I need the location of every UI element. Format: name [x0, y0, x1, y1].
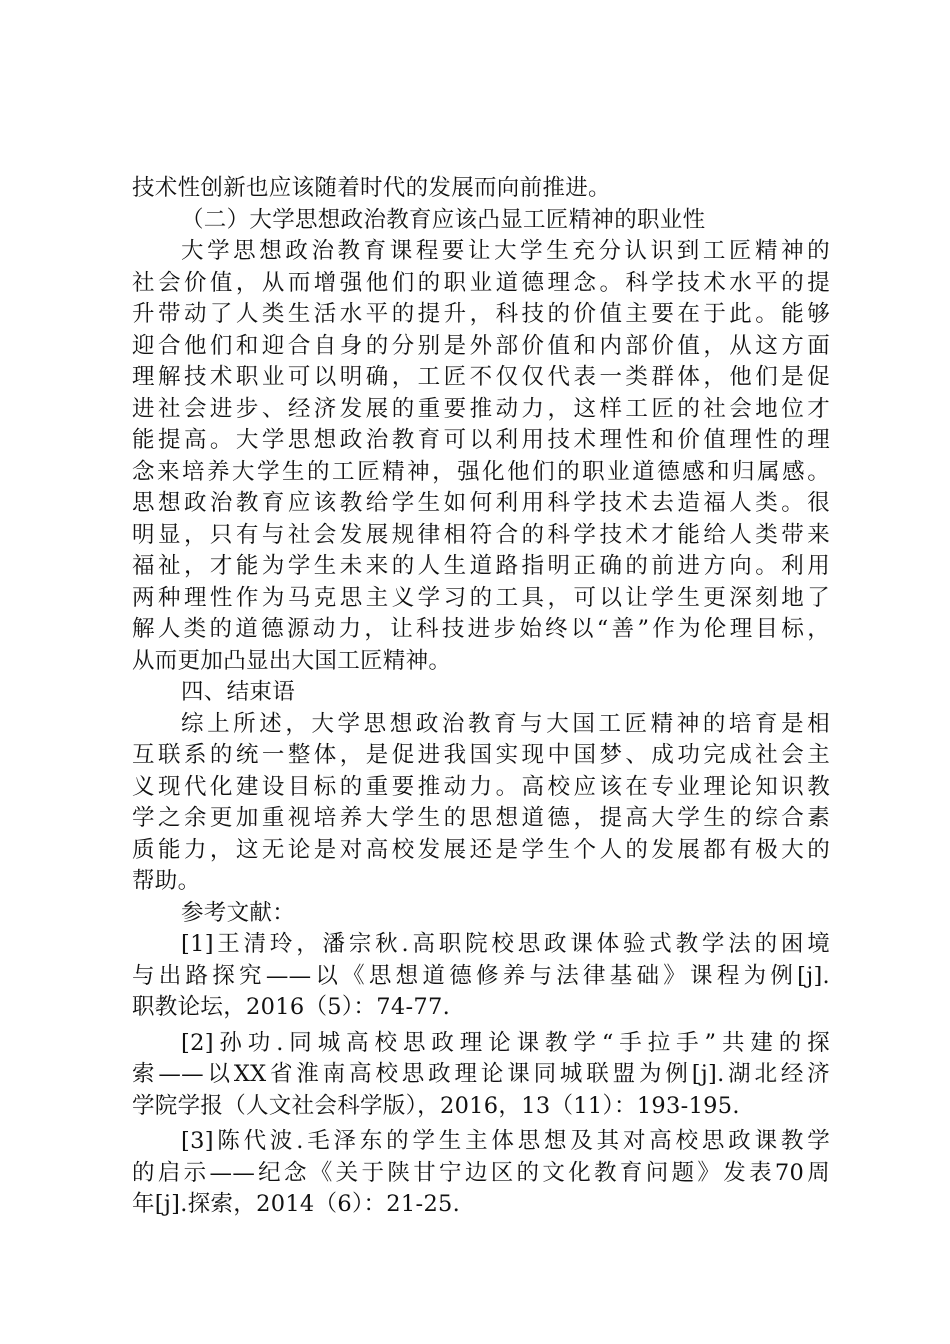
references-heading: 参考文献：	[181, 899, 296, 926]
text-line: 从而更加凸显出大国工匠精神。	[132, 647, 452, 674]
text-line: 技术性创新也应该随着时代的发展而向前推进。	[132, 175, 611, 201]
text-line: 互联系的统一整体，是促进我国实现中国梦、成功完成社会主	[132, 742, 830, 768]
text-line: 升带动了人类生活水平的提升，科技的价值主要在于此。能够	[132, 301, 830, 327]
text-line: 学之余更加重视培养大学生的思想道德，提高大学生的综合素	[132, 805, 830, 831]
text-line: 能提高。大学思想政治教育可以利用技术理性和价值理性的理	[132, 427, 830, 453]
reference-line: [2]孙功.同城高校思政理论课教学“手拉手”共建的探	[181, 1029, 830, 1056]
document-page	[132, 173, 830, 1221]
text-line: 福祉，才能为学生未来的人生道路指明正确的前进方向。利用	[132, 553, 830, 579]
reference-line: 的启示——纪念《关于陕甘宁边区的文化教育问题》发表70周	[132, 1159, 830, 1186]
reference-line: [1]王清玲，潘宗秋.高职院校思政课体验式教学法的困境	[181, 931, 830, 957]
text-line: 义现代化建设目标的重要推动力。高校应该在专业理论知识教	[132, 773, 830, 800]
reference-line: [3]陈代波.毛泽东的学生主体思想及其对高校思政课教学	[181, 1128, 830, 1154]
text-line: 大学思想政治教育课程要让大学生充分认识到工匠精神的	[181, 238, 830, 264]
reference-line: 索——以XX省淮南高校思政理论课同城联盟为例[j].湖北经济	[132, 1061, 830, 1087]
reference-line: 与出路探究——以《思想道德修养与法律基础》课程为例[j].	[132, 962, 830, 989]
text-line: 迎合他们和迎合自身的分别是外部价值和内部价值，从这方面	[132, 332, 830, 359]
reference-line: 职教论坛，2016（5）：74-77.	[132, 994, 451, 1020]
text-line: 综上所述，大学思想政治教育与大国工匠精神的培育是相	[181, 710, 830, 737]
text-line: 念来培养大学生的工匠精神，强化他们的职业道德感和归属感。	[132, 458, 830, 485]
reference-line: 学院学报（人文社会科学版），2016，13（11）：193-195.	[132, 1092, 740, 1119]
text-line: 思想政治教育应该教给学生如何利用科学技术去造福人类。很	[132, 490, 830, 516]
section-heading: 四、结束语	[181, 679, 296, 705]
text-line: 理解技术职业可以明确，工匠不仅仅代表一类群体，他们是促	[132, 364, 830, 390]
text-line: 明显，只有与社会发展规律相符合的科学技术才能给人类带来	[132, 521, 830, 548]
text-line: 两种理性作为马克思主义学习的工具，可以让学生更深刻地了	[132, 584, 830, 611]
reference-line: 年[j].探索，2014（6）：21-25.	[132, 1191, 461, 1217]
text-line: 进社会进步、经济发展的重要推动力，这样工匠的社会地位才	[132, 395, 830, 422]
text-line: 社会价值，从而增强他们的职业道德理念。科学技术水平的提	[132, 269, 830, 296]
text-line: 帮助。	[132, 868, 201, 894]
text-line: 质能力，这无论是对高校发展还是学生个人的发展都有极大的	[132, 836, 830, 863]
text-line: 解人类的道德源动力，让科技进步始终以“善”作为伦理目标，	[132, 616, 830, 642]
section-heading: （二）大学思想政治教育应该凸显工匠精神的职业性	[181, 206, 706, 233]
